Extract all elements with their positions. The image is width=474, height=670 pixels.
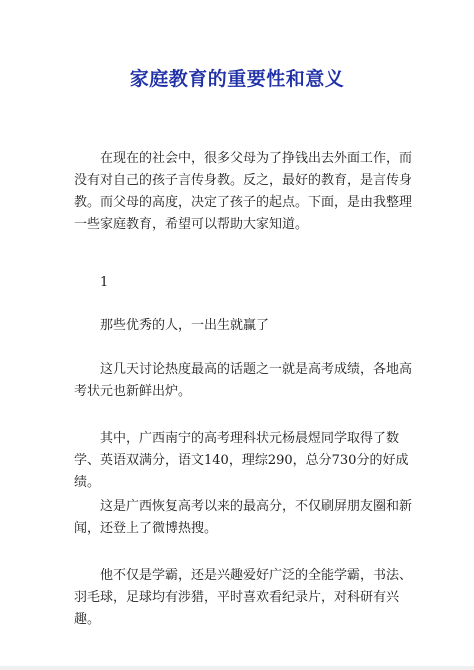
paragraph: 他不仅是学霸，还是兴趣爱好广泛的全能学霸，书法、羽毛球，足球均有涉猎，平时喜欢看纪录片，对科研有兴趣。	[74, 568, 413, 627]
document-title: 家庭教育的重要性和意义	[129, 68, 345, 90]
paragraph: 这是广西恢复高考以来的最高分，不仅刷屏朋友圈和新闻，还登上了微博热搜。	[74, 499, 413, 536]
paragraph-intro: 在现在的社会中，很多父母为了挣钱出去外面工作，而没有对自己的孩子言传身教。反之，最好的教育，是言传身教。而父母的高度，决定了孩子的起点。下面，是由我整理一些家庭教育，希望可以帮助大家知道。	[74, 151, 413, 232]
section-heading: 那些优秀的人，一出生就赢了	[100, 318, 270, 333]
page-bottom-edge	[0, 666, 474, 670]
section-number: 1	[100, 275, 109, 290]
paragraph: 这几天讨论热度最高的话题之一就是高考成绩，各地高考状元也新鲜出炉。	[74, 362, 413, 399]
paragraph: 其中，广西南宁的高考理科状元杨晨煜同学取得了数学、英语双满分，语文140，理综290，总分730分的好成绩。	[74, 431, 409, 490]
